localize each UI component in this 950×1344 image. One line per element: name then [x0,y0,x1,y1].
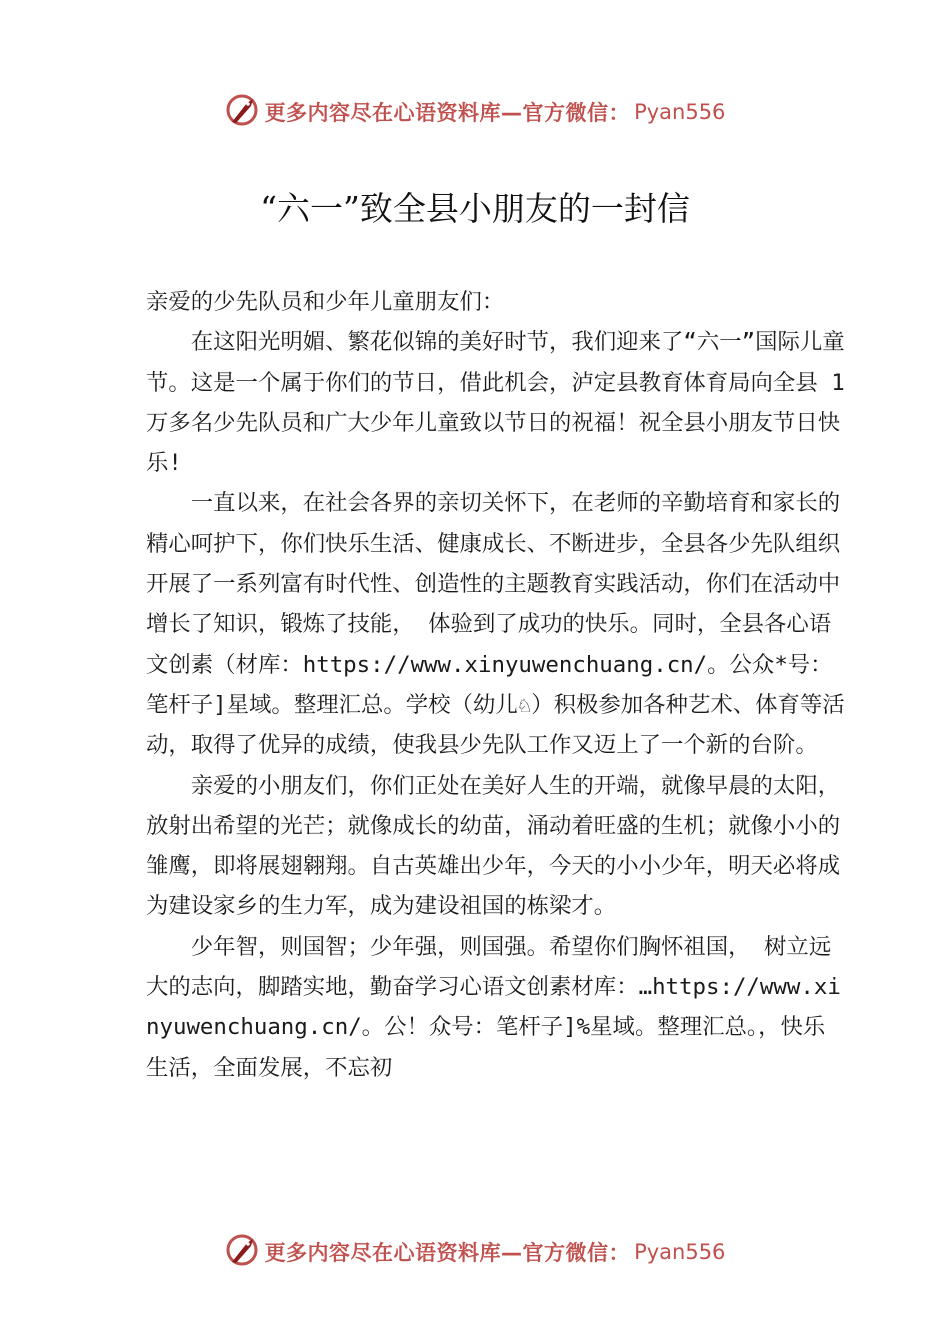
salutation: 亲爱的少先队员和少年儿童朋友们： [146,289,505,315]
pen-nib-logo-icon [225,1233,261,1267]
header-banner [0,92,950,132]
header-brand-text: 更多内容尽在心语资料库—官方微信： [264,101,631,125]
paragraph-1: 在这阳光明媚、繁花似锦的美好时节，我们迎来了“六一”国际儿童节。这是一个属于你们的节日，借此机会，泸定县教育体育局向全县 1万多名少先队员和广大少年儿童致以节日的祝福！祝全县小朋友节日快乐! [146,329,845,477]
paragraph-4: 少年智，则国智；少年强，则国强。希望你们胸怀祖国， 树立远大的志向，脚踏实地，勤奋学习心语文创素材库：…https://www.xinyuwenchuang.cn/。公！众号：笔杆子]%星域。整理汇总。，快乐生活，全面发展，不忘初 [146,933,841,1081]
header-wechat-id: Pyan556 [634,100,726,124]
letter-body [146,282,846,1088]
paragraph-3: 亲爱的小朋友们，你们正处在美好人生的开端，就像早晨的太阳，放射出希望的光芒；就像成长的幼苗，涌动着旺盛的生机；就像小小的雏鹰，即将展翅翱翔。自古英雄出少年，今天的小小少年，明天必将成为建设家乡的生力军，成为建设祖国的栋梁才。 [146,772,841,920]
document-title: “六一”致全县小朋友的一封信 [260,189,690,228]
paragraph-2: 一直以来，在社会各界的亲切关怀下，在老师的辛勤培育和家长的精心呵护下，你们快乐生活、健康成长、不断进步，全县各少先队组织开展了一系列富有时代性、创造性的主题教育实践活动，你们在活动中增长了知识，锻炼了技能， 体验到了成功的快乐。同时，全县各心语文创素（材库：https://www.xinyuwenchuang.cn/。公众*号：笔杆子]星域。整理汇总。学校（幼儿♘）积极参加各种艺术、体育等活动，取得了优异的成绩，使我县少先队工作又迈上了一个新的台阶。 [146,490,845,759]
pen-nib-logo-icon [225,93,261,127]
footer-banner [0,1232,950,1272]
footer-brand-text: 更多内容尽在心语资料库—官方微信： [264,1241,631,1265]
footer-wechat-id: Pyan556 [634,1240,726,1264]
